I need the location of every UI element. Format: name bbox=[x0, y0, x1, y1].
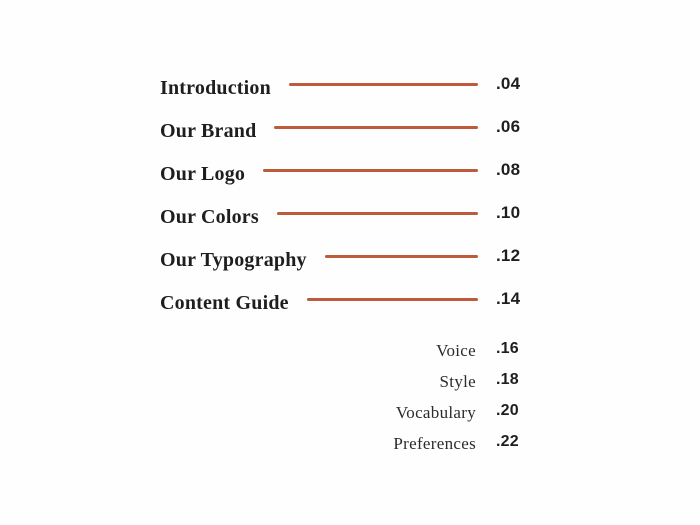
section-label: Our Logo bbox=[160, 162, 246, 185]
toc-entry-our-colors[interactable] bbox=[160, 198, 522, 228]
page-number: .14 bbox=[496, 289, 521, 308]
toc-entry-voice[interactable] bbox=[160, 336, 522, 362]
toc-entry-style[interactable] bbox=[160, 367, 522, 393]
toc-subsection-list bbox=[160, 336, 522, 455]
leader-line bbox=[289, 83, 478, 86]
section-label: Introduction bbox=[160, 76, 271, 99]
toc-entry-preferences[interactable] bbox=[160, 429, 522, 455]
section-label: Content Guide bbox=[160, 291, 289, 314]
toc-entry-introduction[interactable] bbox=[160, 69, 522, 99]
section-label: Our Brand bbox=[160, 119, 257, 142]
subsection-label: Vocabulary bbox=[395, 403, 476, 422]
leader-line bbox=[307, 298, 478, 301]
page-number: .16 bbox=[496, 340, 519, 357]
leader-line bbox=[325, 255, 478, 258]
section-label: Our Colors bbox=[160, 205, 259, 228]
page-number: .04 bbox=[496, 74, 521, 93]
toc-entry-our-typography[interactable] bbox=[160, 241, 522, 271]
toc-entry-content-guide[interactable] bbox=[160, 284, 522, 314]
page-number: .10 bbox=[496, 203, 521, 222]
page-number: .12 bbox=[496, 246, 521, 265]
toc-entry-our-logo[interactable] bbox=[160, 155, 522, 185]
page-number: .08 bbox=[496, 160, 521, 179]
page-number: .20 bbox=[496, 402, 519, 419]
leader-line bbox=[263, 169, 478, 172]
toc-entry-vocabulary[interactable] bbox=[160, 398, 522, 424]
section-label: Our Typography bbox=[160, 248, 307, 271]
subsection-label: Preferences bbox=[393, 434, 476, 453]
page-number: .18 bbox=[496, 371, 519, 388]
subsection-label: Voice bbox=[436, 341, 476, 360]
leader-line bbox=[277, 212, 478, 215]
page-number: .22 bbox=[496, 433, 519, 450]
toc-entry-our-brand[interactable] bbox=[160, 112, 522, 142]
page-number: .06 bbox=[496, 117, 521, 136]
toc-section-list bbox=[160, 69, 522, 314]
subsection-label: Style bbox=[439, 372, 476, 391]
leader-line bbox=[274, 126, 478, 129]
table-of-contents bbox=[160, 69, 522, 455]
